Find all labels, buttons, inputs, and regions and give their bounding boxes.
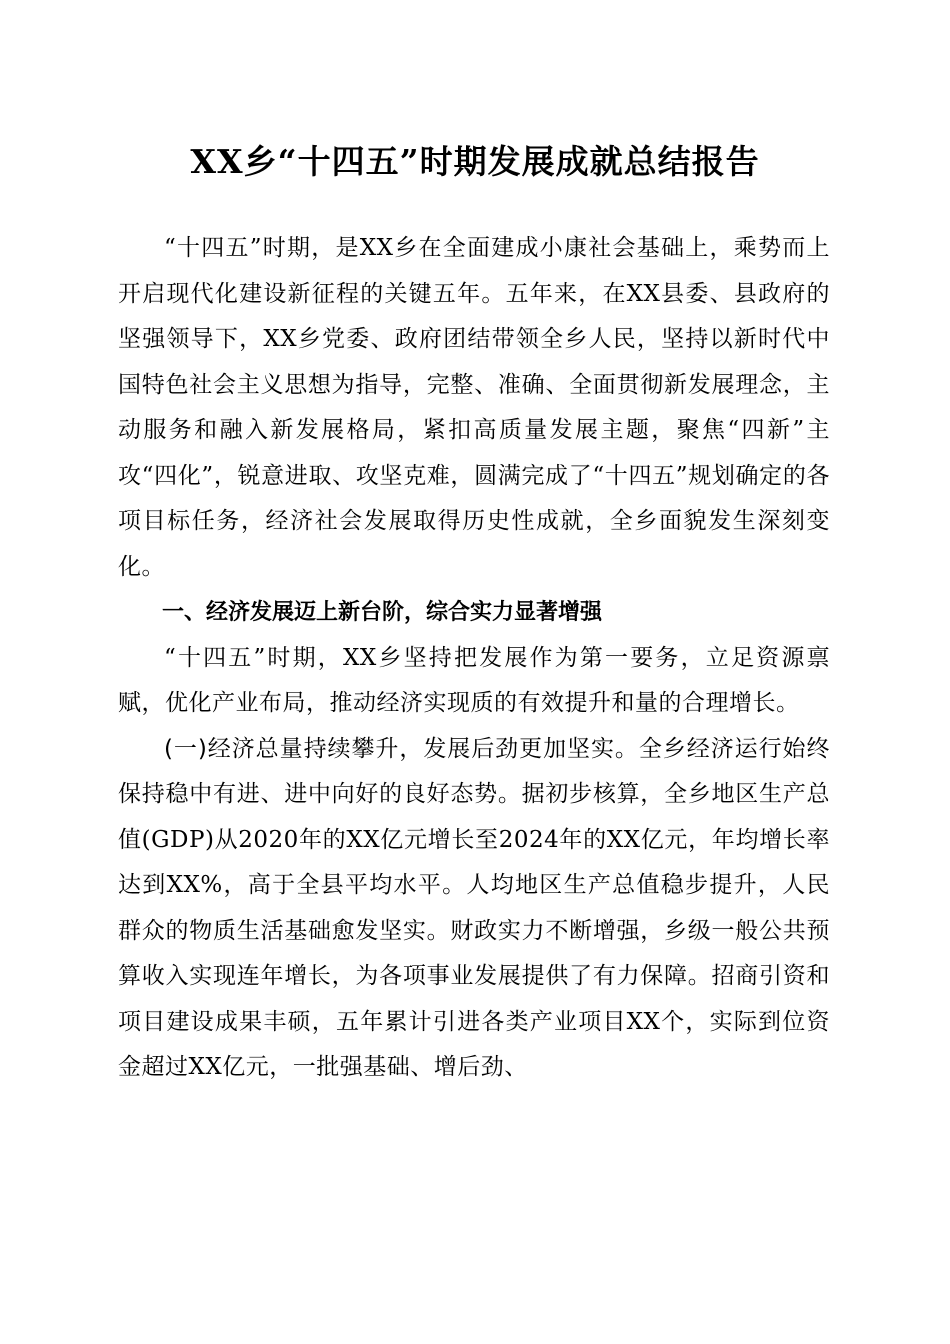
document-body <box>118 226 830 1091</box>
subsection-text: 全乡经济运行始终保持稳中有进、进中向好的良好态势。据初步核算，全乡地区生产总值(GDP)从2020年的XX亿元增长至2024年的XX亿元，年均增长率达到XX%，高于全县平均水平。人均地区生产总值稳步提升，人民群众的物质生活基础愈发坚实。财政实力不断增强，乡级一般公共预算收入实现连年增长，为各项事业发展提供了有力保障。招商引资和项目建设成果丰硕，五年累计引进各类产业项目XX个，实际到位资金超过XX亿元，一批强基础、增后劲、 <box>118 735 830 1080</box>
document-title: XX乡“十四五”时期发展成就总结报告 <box>190 142 760 181</box>
subsection-lead: (一)经济总量持续攀升，发展后劲更加坚实。 <box>164 735 639 762</box>
intro-paragraph: “十四五”时期，是XX乡在全面建成小康社会基础上，乘势而上开启现代化建设新征程的关键五年。五年来，在XX县委、县政府的坚强领导下，XX乡党委、政府团结带领全乡人民，坚持以新时代中国特色社会主义思想为指导，完整、准确、全面贯彻新发展理念，主动服务和融入新发展格局，紧扣高质量发展主题，聚焦“四新”主攻“四化”，锐意进取、攻坚克难，圆满完成了“十四五”规划确定的各项目标任务，经济社会发展取得历史性成就，全乡面貌发生深刻变化。 <box>118 235 830 580</box>
section-intro-paragraph: “十四五”时期，XX乡坚持把发展作为第一要务，立足资源禀赋，优化产业布局，推动经济实现质的有效提升和量的合理增长。 <box>118 644 830 716</box>
subsection-paragraph <box>118 727 830 1091</box>
section-heading: 一、经济发展迈上新台阶，综合实力显著增强 <box>162 600 603 625</box>
